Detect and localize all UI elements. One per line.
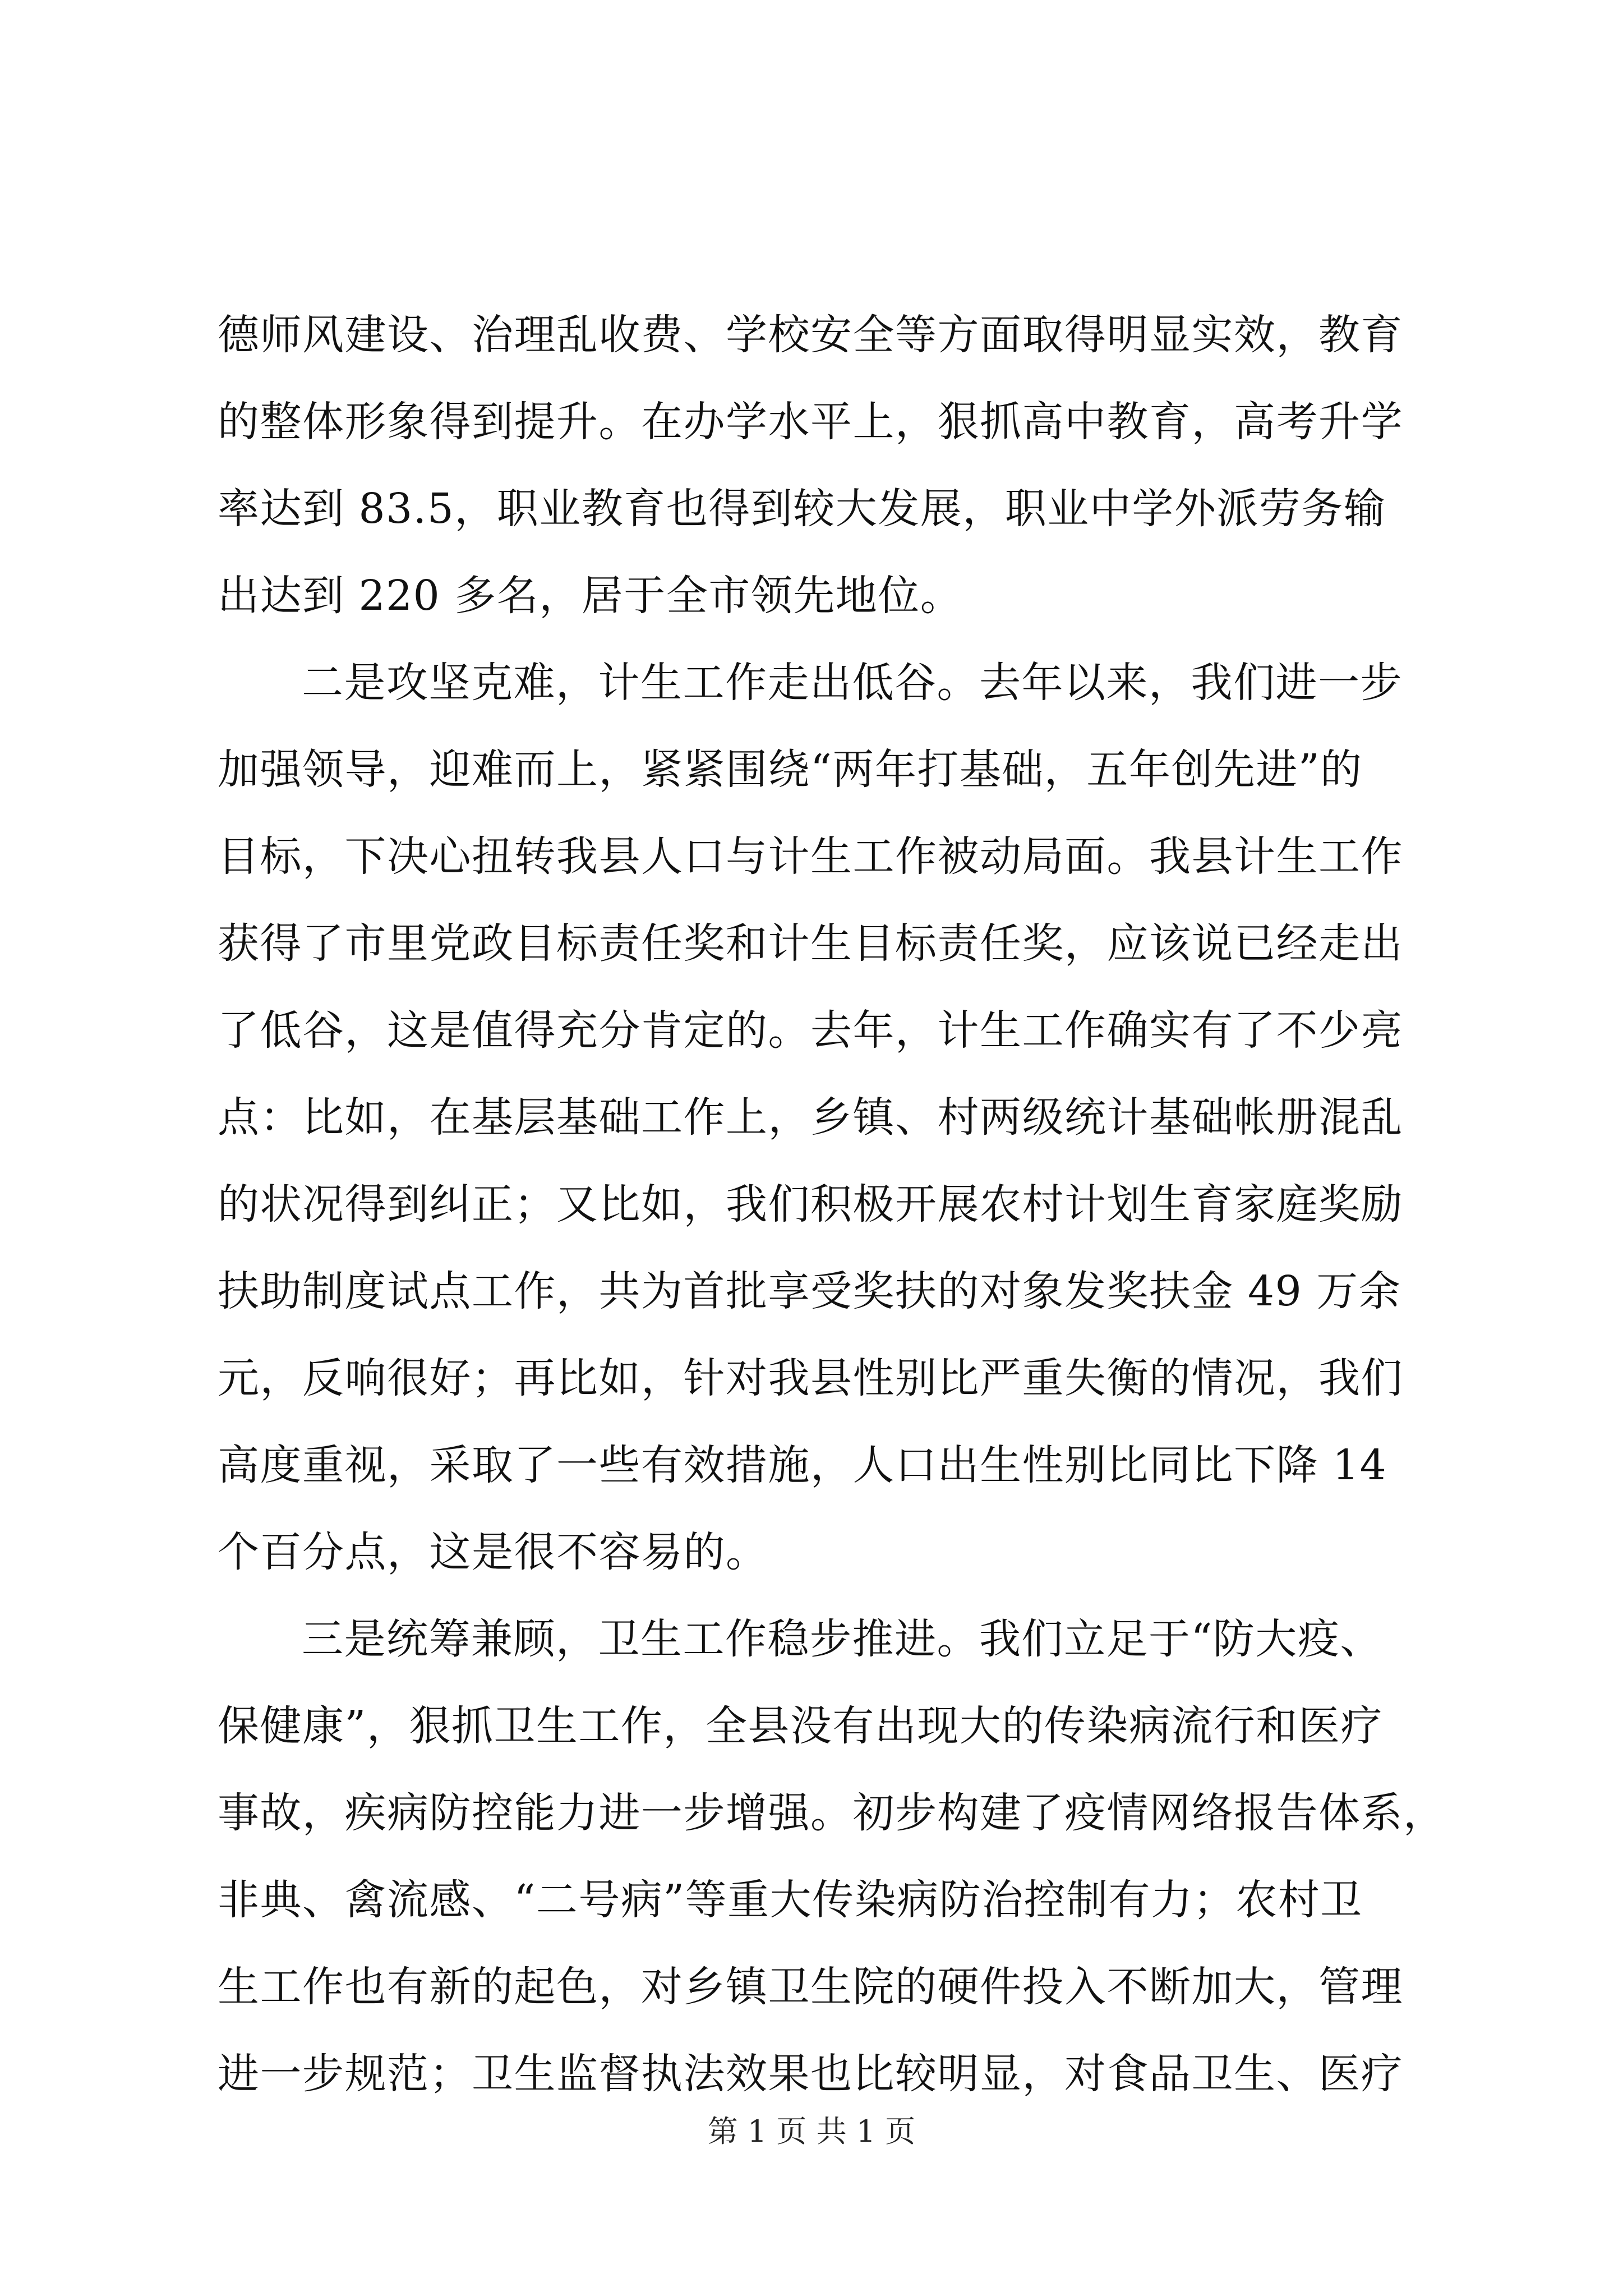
text-line: 率达到 83.5，职业教育也得到较大发展，职业中学外派劳务输 [218,485,1386,533]
text-line: 的状况得到纠正；又比如，我们积极开展农村计划生育家庭奖励 [218,1180,1403,1228]
text-line: 的整体形象得到提升。在办学水平上，狠抓高中教育，高考升学 [218,398,1403,446]
text-line: 进一步规范；卫生监督执法效果也比较明显，对食品卫生、医疗 [218,2050,1403,2098]
text-line: 个百分点，这是很不容易的。 [218,1528,768,1576]
text-line: 出达到 220 多名，居于全市领先地位。 [218,572,963,620]
text-line: 点：比如，在基层基础工作上，乡镇、村两级统计基础帐册混乱 [218,1093,1403,1142]
document-body [218,292,1446,2118]
text-line: 获得了市里党政目标责任奖和计生目标责任奖，应该说已经走出 [218,919,1403,968]
text-line: 非典、禽流感、“二号病”等重大传染病防治控制有力；农村卫 [218,1876,1363,1924]
text-line: 事故，疾病防控能力进一步增强。初步构建了疫情网络报告体系， [218,1789,1446,1837]
text-line: 生工作也有新的起色，对乡镇卫生院的硬件投入不断加大，管理 [218,1963,1403,2011]
paragraph-start-line: 三是统筹兼顾，卫生工作稳步推进。我们立足于“防大疫、 [302,1615,1382,1663]
paragraph-start-line: 二是攻坚克难，计生工作走出低谷。去年以来，我们进一步 [302,659,1403,707]
text-line: 目标，下决心扭转我县人口与计生工作被动局面。我县计生工作 [218,832,1403,881]
text-line: 德师风建设、治理乱收费、学校安全等方面取得明显实效，教育 [218,311,1403,359]
text-line: 高度重视，采取了一些有效措施，人口出生性别比同比下降 14 [218,1441,1387,1489]
text-line: 了低谷，这是值得充分肯定的。去年，计生工作确实有了不少亮 [218,1006,1403,1055]
text-line: 扶助制度试点工作，共为首批享受奖扶的对象发奖扶金 49 万余 [218,1267,1401,1315]
text-line: 元，反响很好；再比如，针对我县性别比严重失衡的情况，我们 [218,1354,1403,1402]
text-line: 保健康”，狠抓卫生工作，全县没有出现大的传染病流行和医疗 [218,1702,1383,1750]
text-line: 加强领导，迎难而上，紧紧围绕“两年打基础，五年创先进”的 [218,746,1363,794]
page-number-footer: 第 1 页 共 1 页 [707,2114,916,2149]
